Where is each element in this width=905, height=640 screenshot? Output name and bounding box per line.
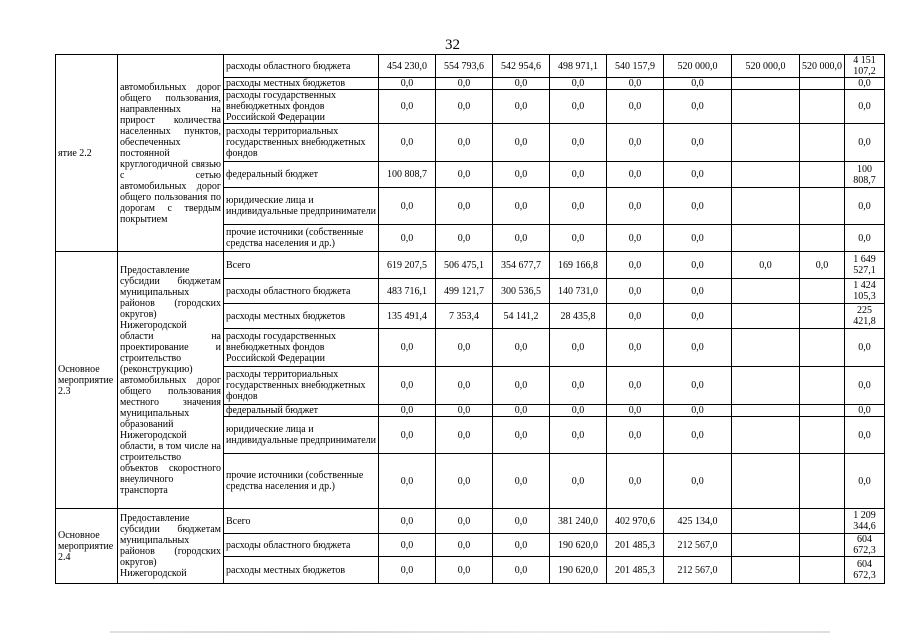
value-cell	[732, 304, 800, 329]
value-cell: 0,0	[607, 279, 664, 304]
funding-source-cell: федеральный бюджет	[224, 405, 379, 417]
value-cell: 0,0	[664, 90, 732, 124]
value-cell: 0,0	[436, 454, 493, 509]
total-cell: 0,0	[845, 367, 885, 405]
funding-source-cell: Всего	[224, 252, 379, 279]
page-number: 32	[445, 37, 460, 53]
value-cell	[800, 454, 845, 509]
value-cell: 212 567,0	[664, 534, 732, 557]
value-cell	[732, 509, 800, 534]
value-cell: 0,0	[550, 90, 607, 124]
value-cell: 0,0	[493, 188, 550, 225]
total-cell: 0,0	[845, 329, 885, 367]
value-cell: 0,0	[664, 417, 732, 454]
value-cell: 0,0	[607, 329, 664, 367]
value-cell: 0,0	[493, 329, 550, 367]
value-cell: 0,0	[607, 252, 664, 279]
value-cell	[732, 557, 800, 584]
value-cell: 0,0	[493, 78, 550, 90]
value-cell	[732, 454, 800, 509]
total-cell: 0,0	[845, 124, 885, 162]
funding-source-cell: расходы территориальных государственных внебюджетных фондов	[224, 124, 379, 162]
value-cell: 506 475,1	[436, 252, 493, 279]
value-cell: 0,0	[436, 188, 493, 225]
value-cell	[732, 124, 800, 162]
value-cell: 201 485,3	[607, 534, 664, 557]
value-cell: 402 970,6	[607, 509, 664, 534]
value-cell: 0,0	[379, 124, 436, 162]
value-cell: 0,0	[493, 509, 550, 534]
value-cell: 0,0	[436, 78, 493, 90]
value-cell: 190 620,0	[550, 557, 607, 584]
value-cell: 212 567,0	[664, 557, 732, 584]
value-cell: 0,0	[607, 124, 664, 162]
total-cell: 0,0	[845, 417, 885, 454]
value-cell: 0,0	[607, 405, 664, 417]
total-cell: 604 672,3	[845, 534, 885, 557]
value-cell: 0,0	[550, 188, 607, 225]
total-cell: 604 672,3	[845, 557, 885, 584]
value-cell: 54 141,2	[493, 304, 550, 329]
value-cell: 0,0	[379, 329, 436, 367]
value-cell: 454 230,0	[379, 55, 436, 78]
value-cell	[800, 90, 845, 124]
funding-source-cell: расходы местных бюджетов	[224, 304, 379, 329]
value-cell: 0,0	[379, 367, 436, 405]
value-cell: 0,0	[607, 304, 664, 329]
total-cell: 0,0	[845, 454, 885, 509]
value-cell	[800, 225, 845, 252]
value-cell: 135 491,4	[379, 304, 436, 329]
value-cell	[800, 78, 845, 90]
value-cell: 0,0	[664, 252, 732, 279]
value-cell: 0,0	[732, 252, 800, 279]
funding-source-cell: прочие источники (собственные средства населения и др.)	[224, 225, 379, 252]
funding-source-cell: юридические лица и индивидуальные предприниматели	[224, 417, 379, 454]
value-cell: 483 716,1	[379, 279, 436, 304]
value-cell: 354 677,7	[493, 252, 550, 279]
value-cell: 381 240,0	[550, 509, 607, 534]
value-cell	[732, 367, 800, 405]
value-cell: 0,0	[664, 188, 732, 225]
table-row	[56, 509, 885, 534]
value-cell: 0,0	[436, 557, 493, 584]
value-cell: 0,0	[379, 534, 436, 557]
value-cell: 0,0	[436, 124, 493, 162]
value-cell	[732, 78, 800, 90]
value-cell: 0,0	[493, 417, 550, 454]
total-cell: 4 151 107,2	[845, 55, 885, 78]
funding-source-cell: Всего	[224, 509, 379, 534]
value-cell	[800, 417, 845, 454]
value-cell: 0,0	[800, 252, 845, 279]
value-cell: 0,0	[493, 405, 550, 417]
funding-source-cell: расходы областного бюджета	[224, 279, 379, 304]
total-cell: 1 424 105,3	[845, 279, 885, 304]
value-cell: 0,0	[607, 367, 664, 405]
value-cell: 0,0	[379, 78, 436, 90]
measure-cell: Основное мероприятие 2.4	[56, 509, 118, 584]
total-cell: 1 209 344,6	[845, 509, 885, 534]
funding-source-cell: юридические лица и индивидуальные предприниматели	[224, 188, 379, 225]
value-cell	[732, 162, 800, 188]
value-cell: 0,0	[379, 90, 436, 124]
total-cell: 0,0	[845, 78, 885, 90]
value-cell	[732, 534, 800, 557]
total-cell: 100 808,7	[845, 162, 885, 188]
funding-source-cell: расходы территориальных государственных внебюджетных фондов	[224, 367, 379, 405]
value-cell: 0,0	[493, 534, 550, 557]
value-cell: 0,0	[493, 90, 550, 124]
value-cell: 499 121,7	[436, 279, 493, 304]
value-cell: 520 000,0	[800, 55, 845, 78]
measure-cell: ятие 2.2	[56, 55, 118, 252]
value-cell: 0,0	[436, 162, 493, 188]
value-cell: 0,0	[664, 225, 732, 252]
funding-source-cell: расходы государственных внебюджетных фондов Российской Федерации	[224, 90, 379, 124]
measure-description-cell: Предоставление субсидии бюджетам муниципальных районов (городских округов) Нижегородской	[118, 509, 224, 584]
value-cell: 0,0	[379, 454, 436, 509]
value-cell: 0,0	[436, 405, 493, 417]
value-cell: 0,0	[493, 367, 550, 405]
value-cell: 0,0	[607, 454, 664, 509]
value-cell: 425 134,0	[664, 509, 732, 534]
value-cell: 0,0	[664, 405, 732, 417]
value-cell: 0,0	[436, 90, 493, 124]
value-cell: 498 971,1	[550, 55, 607, 78]
value-cell: 542 954,6	[493, 55, 550, 78]
value-cell: 0,0	[550, 454, 607, 509]
total-cell: 225 421,8	[845, 304, 885, 329]
value-cell	[800, 509, 845, 534]
value-cell: 28 435,8	[550, 304, 607, 329]
value-cell	[800, 557, 845, 584]
value-cell: 0,0	[436, 417, 493, 454]
value-cell	[732, 225, 800, 252]
value-cell: 520 000,0	[664, 55, 732, 78]
budget-table-body	[56, 55, 885, 584]
value-cell: 0,0	[493, 454, 550, 509]
value-cell	[800, 162, 845, 188]
total-cell: 0,0	[845, 90, 885, 124]
funding-source-cell: расходы государственных внебюджетных фондов Российской Федерации	[224, 329, 379, 367]
value-cell	[732, 90, 800, 124]
value-cell: 0,0	[436, 329, 493, 367]
value-cell: 0,0	[436, 509, 493, 534]
value-cell: 0,0	[550, 405, 607, 417]
value-cell: 0,0	[664, 124, 732, 162]
scan-artifact-line	[110, 631, 830, 633]
measure-cell: Основное мероприятие 2.3	[56, 252, 118, 509]
value-cell: 0,0	[607, 162, 664, 188]
value-cell	[732, 188, 800, 225]
value-cell	[800, 405, 845, 417]
value-cell: 0,0	[379, 509, 436, 534]
funding-source-cell: прочие источники (собственные средства населения и др.)	[224, 454, 379, 509]
table-row	[56, 252, 885, 279]
value-cell: 0,0	[607, 188, 664, 225]
value-cell: 0,0	[379, 417, 436, 454]
value-cell: 520 000,0	[732, 55, 800, 78]
measure-description-cell: автомобильных дорог общего пользования, направленных на прирост количества населенных пунктов, обеспеченных постоянной круглогодичной связью с сетью автомобильных дорог общего пользования по дорогам с твердым покрытием	[118, 55, 224, 252]
value-cell: 0,0	[493, 124, 550, 162]
value-cell: 619 207,5	[379, 252, 436, 279]
value-cell	[800, 329, 845, 367]
value-cell: 0,0	[664, 78, 732, 90]
value-cell: 0,0	[664, 329, 732, 367]
value-cell	[800, 367, 845, 405]
value-cell: 0,0	[379, 557, 436, 584]
value-cell: 100 808,7	[379, 162, 436, 188]
value-cell	[800, 188, 845, 225]
value-cell	[800, 534, 845, 557]
value-cell: 0,0	[436, 534, 493, 557]
table-row	[56, 55, 885, 78]
value-cell: 0,0	[493, 225, 550, 252]
value-cell: 0,0	[436, 225, 493, 252]
funding-source-cell: расходы местных бюджетов	[224, 557, 379, 584]
value-cell: 0,0	[550, 78, 607, 90]
value-cell: 140 731,0	[550, 279, 607, 304]
value-cell: 0,0	[664, 304, 732, 329]
funding-source-cell: расходы областного бюджета	[224, 534, 379, 557]
value-cell: 7 353,4	[436, 304, 493, 329]
value-cell: 0,0	[664, 454, 732, 509]
value-cell: 0,0	[607, 78, 664, 90]
total-cell: 1 649 527,1	[845, 252, 885, 279]
value-cell	[732, 417, 800, 454]
budget-table	[55, 54, 885, 584]
value-cell	[800, 124, 845, 162]
value-cell: 554 793,6	[436, 55, 493, 78]
value-cell	[732, 279, 800, 304]
value-cell: 0,0	[607, 417, 664, 454]
value-cell: 0,0	[550, 367, 607, 405]
value-cell: 169 166,8	[550, 252, 607, 279]
value-cell: 540 157,9	[607, 55, 664, 78]
funding-source-cell: федеральный бюджет	[224, 162, 379, 188]
total-cell: 0,0	[845, 225, 885, 252]
value-cell	[732, 329, 800, 367]
value-cell: 300 536,5	[493, 279, 550, 304]
value-cell: 0,0	[379, 405, 436, 417]
value-cell	[800, 304, 845, 329]
value-cell: 0,0	[550, 329, 607, 367]
value-cell: 0,0	[550, 124, 607, 162]
funding-source-cell: расходы областного бюджета	[224, 55, 379, 78]
value-cell: 190 620,0	[550, 534, 607, 557]
value-cell	[732, 405, 800, 417]
value-cell: 0,0	[436, 367, 493, 405]
value-cell: 0,0	[493, 557, 550, 584]
value-cell: 0,0	[664, 367, 732, 405]
value-cell	[800, 279, 845, 304]
funding-source-cell: расходы местных бюджетов	[224, 78, 379, 90]
value-cell: 201 485,3	[607, 557, 664, 584]
value-cell: 0,0	[493, 162, 550, 188]
value-cell: 0,0	[607, 90, 664, 124]
total-cell: 0,0	[845, 188, 885, 225]
measure-description-cell: Предоставление субсидии бюджетам муниципальных районов (городских округов) Нижегородской области на проектирование и строительство (реконструкцию) автомобильных дорог общего пользования местного значения муниципальных образований Нижегородской области, в том числе на строительство объектов скоростного внеуличного транспорта	[118, 252, 224, 509]
value-cell: 0,0	[607, 225, 664, 252]
value-cell: 0,0	[550, 162, 607, 188]
value-cell: 0,0	[664, 162, 732, 188]
total-cell: 0,0	[845, 405, 885, 417]
value-cell: 0,0	[664, 279, 732, 304]
value-cell: 0,0	[550, 417, 607, 454]
value-cell: 0,0	[379, 188, 436, 225]
value-cell: 0,0	[379, 225, 436, 252]
value-cell: 0,0	[550, 225, 607, 252]
